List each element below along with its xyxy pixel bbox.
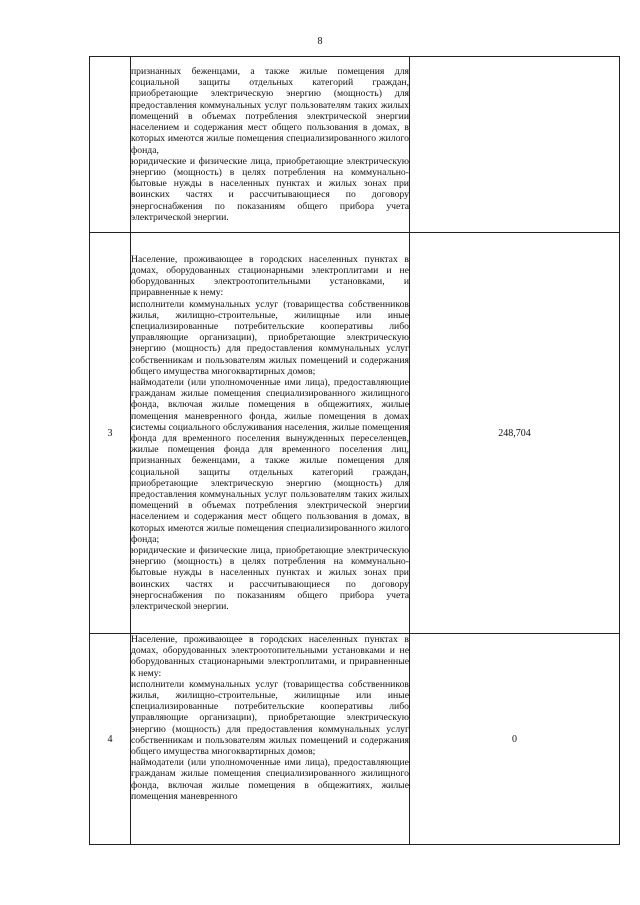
value-cell bbox=[410, 57, 620, 233]
page-number: 8 bbox=[317, 36, 323, 47]
category-paragraph: исполнители коммунальных услуг (товарищества собственников жилья, жилищно-строительные, жилищные или иные специализированные потребительские кооперативы либо управляющие организации), приобретающие электрическую энергию (мощность) для предоставления коммунальных услуг собственникам и пользователям жилых помещений и содержания общего имущества многоквартирных домов; bbox=[131, 298, 409, 377]
category-paragraph: юридические и физические лица, приобретающие электрическую энергию (мощность) в целях потребления на коммунально-бытовые нужды в населенных пунктах и жилых зонах при воинских частях и рассчитывающиеся по договору энергоснабжения по показаниям общего прибора учета электрической энергии. bbox=[131, 545, 409, 613]
category-paragraph: наймодатели (или уполномоченные ими лица), предоставляющие гражданам жилые помещения специализированного жилищного фонда, включая жилые помещения в общежитиях, жилые помещения маневренного bbox=[131, 757, 409, 802]
row-number-cell: 4 bbox=[90, 634, 131, 845]
consumer-category-cell bbox=[131, 233, 410, 634]
category-paragraph: наймодатели (или уполномоченные ими лица), предоставляющие гражданам жилые помещения специализированного жилищного фонда, включая жилые помещения в общежитиях, жилые помещения маневренного фонда, жилые помещения в домах системы социального обслуживания населения, жилые помещения фонда для временного поселения вынужденных переселенцев, жилые помещения фонда для временного поселения лиц, признанных беженцами, а также жилые помещения для социальной защиты отдельных категорий граждан, приобретающие электрическую энергию (мощность) для предоставления коммунальных услуг пользователям таких жилых помещений в объемах потребления электрической энергии населением и содержания мест общего пользования в домах, в которых имеются жилые помещения специализированного жилого фонда; bbox=[131, 376, 409, 545]
table-row bbox=[90, 233, 620, 634]
category-paragraph: Население, проживающее в городских населенных пунктах в домах, оборудованных стационарными электроплитами и не оборудованных электроотопительными установками, и приравненные к нему: bbox=[131, 253, 409, 299]
table-row bbox=[90, 634, 620, 845]
category-paragraph: Население, проживающее в городских населенных пунктах в домах, оборудованных электроотопительными установками и не оборудованных стационарными электроплитами, и приравненные к нему: bbox=[131, 634, 409, 679]
tariff-table bbox=[89, 56, 620, 845]
consumer-category-cell bbox=[131, 57, 410, 233]
table-row bbox=[90, 57, 620, 233]
row-number-cell bbox=[90, 57, 131, 233]
value-cell: 0 bbox=[410, 634, 620, 845]
category-paragraph: юридические и физические лица, приобретающие электрическую энергию (мощность) в целях потребления на коммунально-бытовые нужды в населенных пунктах и жилых зонах при воинских частях и рассчитывающиеся по договору энергоснабжения по показаниям общего прибора учета электрической энергии. bbox=[131, 155, 409, 223]
consumer-category-cell bbox=[131, 634, 410, 845]
value-cell: 248,704 bbox=[410, 233, 620, 634]
category-paragraph: исполнители коммунальных услуг (товарищества собственников жилья, жилищно-строительные, жилищные или иные специализированные потребительские кооперативы либо управляющие организации), приобретающие электрическую энергию (мощность) для предоставления коммунальных услуг собственникам и пользователям жилых помещений и содержания общего имущества многоквартирных домов; bbox=[131, 678, 409, 758]
row-number-cell: 3 bbox=[90, 233, 131, 634]
category-paragraph: признанных беженцами, а также жилые помещения для социальной защиты отдельных категорий граждан, приобретающие электрическую энергию (мощность) для предоставления коммунальных услуг пользователям таких жилых помещений в объемах потребления электрической энергии населением и содержания мест общего пользования в домах, в которых имеются жилые помещения специализированного жилого фонда, bbox=[131, 66, 409, 156]
